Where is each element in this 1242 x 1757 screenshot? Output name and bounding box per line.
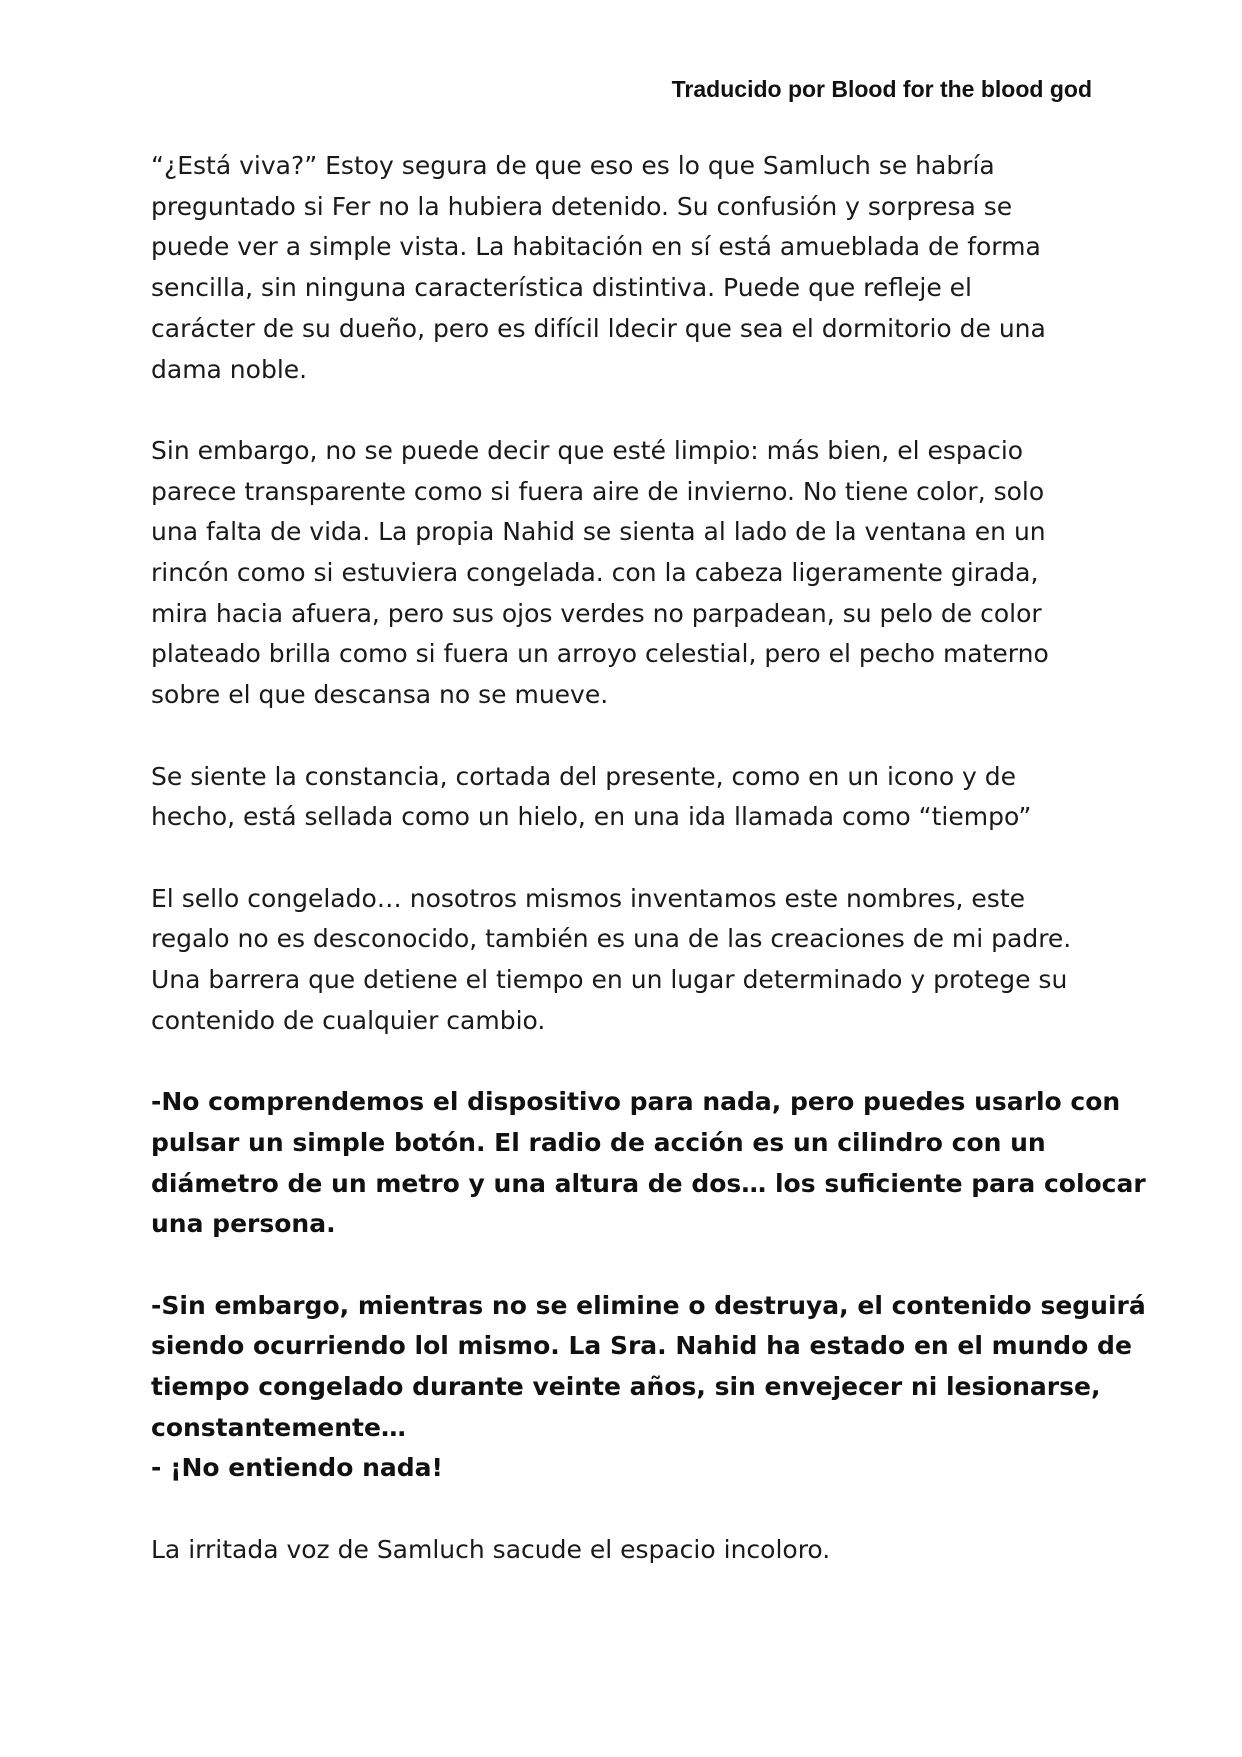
text-line: regalo no es desconocido, también es una de las creaciones de mi padre. [151, 924, 1072, 954]
text-line: dama noble. [151, 354, 308, 384]
text-line: carácter de su dueño, pero es difícil ldecir que sea el dormitorio de una [151, 313, 1046, 343]
text-line: preguntado si Fer no la hubiera detenido. Su confusión y sorpresa se [151, 191, 1013, 221]
text-line: una persona. [151, 1209, 336, 1239]
text-line: rincón como si estuviera congelada. con la cabeza ligeramente girada, [151, 558, 1039, 588]
paragraph-6-dialogue [151, 1286, 1146, 1490]
text-line: sobre el que descansa no se mueve. [151, 680, 609, 710]
text-line: “¿Está viva?” Estoy segura de que eso es lo que Samluch se habría [151, 151, 995, 180]
text-line: Se siente la constancia, cortada del presente, como en un icono y de [151, 761, 1017, 791]
paragraph-1 [151, 146, 1111, 390]
text-line: tiempo congelado durante veinte años, sin envejecer ni lesionarse, [151, 1372, 1101, 1402]
text-line: -Sin embargo, mientras no se elimine o destruya, el contenido seguirá [151, 1290, 1146, 1320]
text-line: El sello congelado… nosotros mismos inventamos este nombres, este [151, 883, 1026, 913]
text-line: una falta de vida. La propia Nahid se sienta al lado de la ventana en un [151, 517, 1046, 547]
paragraph-5-dialogue [151, 1082, 1146, 1245]
text-line: Sin embargo, no se puede decir que esté limpio: más bien, el espacio [151, 435, 1024, 465]
translator-credit: Traducido por Blood for the blood god [671, 76, 1092, 102]
text-line: -No comprendemos el dispositivo para nada, pero puedes usarlo con [151, 1087, 1121, 1117]
text-line: pulsar un simple botón. El radio de acción es un cilindro con un [151, 1127, 1046, 1157]
paragraph-2 [151, 431, 1111, 716]
text-line: puede ver a simple vista. La habitación en sí está amueblada de forma [151, 232, 1041, 262]
text-line: diámetro de un metro y una altura de dos… los suficiente para colocar [151, 1168, 1146, 1198]
text-line: contenido de cualquier cambio. [151, 1005, 546, 1035]
paragraph-7 [151, 1530, 1111, 1571]
text-line: sencilla, sin ninguna característica distintiva. Puede que refleje el [151, 273, 972, 303]
text-line: La irritada voz de Samluch sacude el espacio incoloro. [151, 1534, 831, 1564]
text-line: - ¡No entiendo nada! [151, 1453, 443, 1483]
text-line: hecho, está sellada como un hielo, en una ida llamada como “tiempo” [151, 802, 1032, 832]
paragraph-3 [151, 757, 1111, 838]
text-line: plateado brilla como si fuera un arroyo celestial, pero el pecho materno [151, 639, 1049, 669]
document-body [151, 146, 1146, 1611]
text-line: Una barrera que detiene el tiempo en un lugar determinado y protege su [151, 965, 1068, 995]
paragraph-4 [151, 879, 1111, 1042]
text-line: parece transparente como si fuera aire de invierno. No tiene color, solo [151, 476, 1045, 506]
text-line: siendo ocurriendo lol mismo. La Sra. Nahid ha estado en el mundo de [151, 1331, 1132, 1361]
text-line: mira hacia afuera, pero sus ojos verdes no parpadean, su pelo de color [151, 598, 1042, 628]
text-line: constantemente… [151, 1412, 406, 1442]
